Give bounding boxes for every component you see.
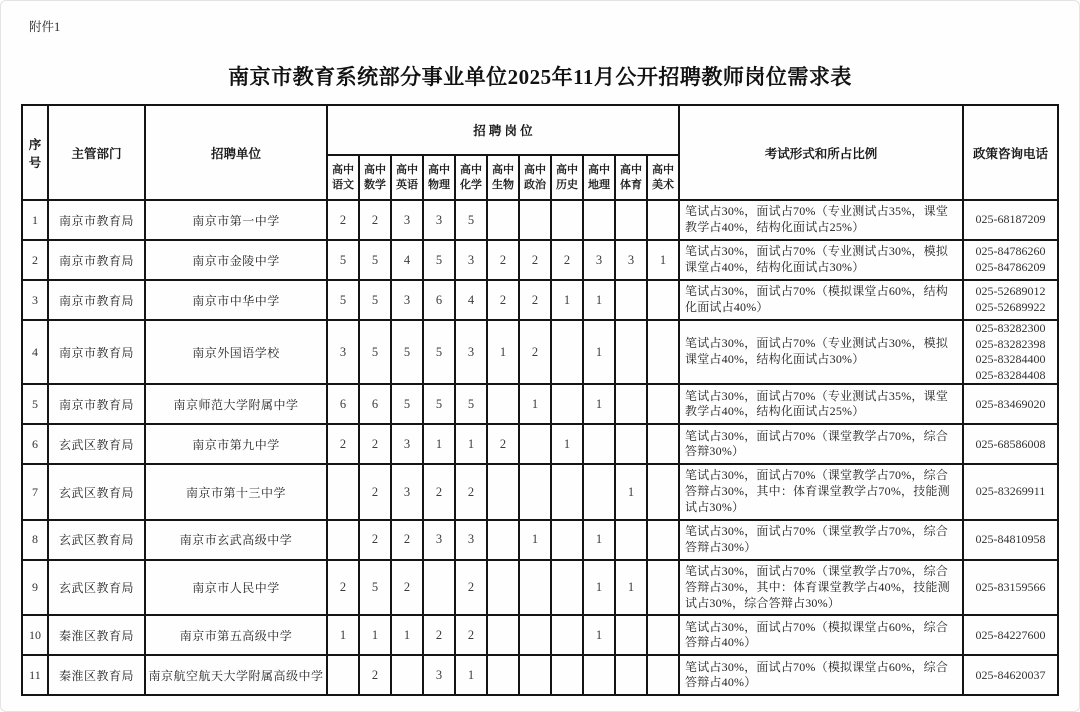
position-count: 6 <box>327 384 359 424</box>
subject-header: 高中物理 <box>423 155 455 200</box>
header-exam: 考试形式和所占比例 <box>679 105 963 200</box>
position-count: 2 <box>391 560 423 615</box>
position-count: 1 <box>487 320 519 384</box>
row-index: 8 <box>22 520 48 560</box>
position-count <box>551 615 583 655</box>
subject-header: 高中政治 <box>519 155 551 200</box>
exam-format: 笔试占30%，面试占70%（课堂教学占70%，综合答辩占30%，其中：体育课堂教学占70%，技能测试占30%） <box>679 464 963 519</box>
exam-format: 笔试占30%，面试占70%（模拟课堂占60%，结构化面试占40%） <box>679 280 963 320</box>
phone-number: 025-84620037 <box>975 667 1046 682</box>
table-row <box>22 520 1058 560</box>
position-count: 2 <box>455 464 487 519</box>
row-index: 4 <box>22 320 48 384</box>
subject-header: 高中化学 <box>455 155 487 200</box>
phone-cell <box>963 320 1058 384</box>
phone-number: 025-68187209 <box>975 212 1046 227</box>
table-row <box>22 240 1058 280</box>
position-count: 1 <box>551 424 583 464</box>
table-row <box>22 280 1058 320</box>
position-count: 1 <box>583 520 615 560</box>
row-department: 秦淮区教育局 <box>48 655 145 695</box>
position-count <box>647 655 679 695</box>
position-count <box>487 384 519 424</box>
position-count: 2 <box>487 424 519 464</box>
header-phone: 政策咨询电话 <box>963 105 1058 200</box>
position-count: 3 <box>423 655 455 695</box>
position-count: 2 <box>487 240 519 280</box>
subject-header: 高中生物 <box>487 155 519 200</box>
table-row <box>22 200 1058 240</box>
exam-format: 笔试占30%，面试占70%（专业测试占30%，模拟课堂占40%，结构化面试占30%） <box>679 320 963 384</box>
position-count: 2 <box>359 520 391 560</box>
exam-format: 笔试占30%，面试占70%（模拟课堂占60%，综合答辩占40%） <box>679 615 963 655</box>
position-count <box>519 560 551 615</box>
row-unit: 南京外国语学校 <box>145 320 327 384</box>
position-count: 5 <box>455 384 487 424</box>
position-count: 1 <box>455 424 487 464</box>
position-count <box>551 520 583 560</box>
position-count: 5 <box>359 240 391 280</box>
phone-number: 025-83282300 <box>975 321 1046 335</box>
position-count <box>551 200 583 240</box>
position-count: 1 <box>391 615 423 655</box>
position-count: 2 <box>327 560 359 615</box>
position-count <box>647 464 679 519</box>
phone-cell <box>963 520 1058 560</box>
position-count <box>583 424 615 464</box>
row-unit: 南京市第十三中学 <box>145 464 327 519</box>
position-count: 5 <box>359 560 391 615</box>
position-count: 4 <box>391 240 423 280</box>
position-count <box>583 655 615 695</box>
position-count: 1 <box>583 615 615 655</box>
position-count: 3 <box>391 464 423 519</box>
phone-cell <box>963 464 1058 519</box>
position-count: 2 <box>359 200 391 240</box>
phone-number: 025-83282398 <box>975 336 1046 351</box>
exam-format: 笔试占30%，面试占70%（专业测试占35%，课堂教学占40%，结构化面试占25%） <box>679 384 963 424</box>
phone-number: 025-68586008 <box>975 436 1046 451</box>
exam-format: 笔试占30%，面试占70%（专业测试占35%，课堂教学占40%，结构化面试占25%） <box>679 200 963 240</box>
position-count: 6 <box>423 280 455 320</box>
position-count: 2 <box>359 464 391 519</box>
position-count <box>647 200 679 240</box>
position-count: 2 <box>519 280 551 320</box>
position-count: 1 <box>423 424 455 464</box>
position-count: 5 <box>423 240 455 280</box>
position-count <box>647 320 679 384</box>
table-body <box>22 200 1058 695</box>
header-unit: 招聘单位 <box>145 105 327 200</box>
header-department: 主管部门 <box>48 105 145 200</box>
position-count <box>647 384 679 424</box>
table-row <box>22 384 1058 424</box>
position-count <box>615 280 647 320</box>
phone-number: 025-84227600 <box>975 627 1046 642</box>
exam-format: 笔试占30%，面试占70%（课堂教学占70%，综合答辩30%） <box>679 424 963 464</box>
position-count <box>519 615 551 655</box>
position-count <box>519 200 551 240</box>
position-count <box>551 655 583 695</box>
position-count: 1 <box>519 384 551 424</box>
row-unit: 南京师范大学附属中学 <box>145 384 327 424</box>
phone-number: 025-83159566 <box>975 579 1046 594</box>
row-index: 5 <box>22 384 48 424</box>
position-count: 5 <box>423 320 455 384</box>
recruitment-table <box>21 104 1059 696</box>
position-count: 2 <box>487 280 519 320</box>
row-unit: 南京市中华中学 <box>145 280 327 320</box>
position-count: 1 <box>583 280 615 320</box>
exam-format: 笔试占30%，面试占70%（专业测试占30%，模拟课堂占40%，结构化面试占30%） <box>679 240 963 280</box>
table-row <box>22 655 1058 695</box>
subject-header: 高中数学 <box>359 155 391 200</box>
phone-number: 025-84786209 <box>975 260 1046 274</box>
row-index: 7 <box>22 464 48 519</box>
position-count: 4 <box>455 280 487 320</box>
attachment-label: 附件1 <box>29 20 61 34</box>
position-count: 5 <box>327 280 359 320</box>
position-count: 1 <box>583 384 615 424</box>
header-index: 序号 <box>22 105 48 200</box>
row-unit: 南京市玄武高级中学 <box>145 520 327 560</box>
row-index: 1 <box>22 200 48 240</box>
row-department: 玄武区教育局 <box>48 560 145 615</box>
position-count: 1 <box>615 464 647 519</box>
row-department: 南京市教育局 <box>48 320 145 384</box>
position-count <box>487 655 519 695</box>
position-count: 1 <box>615 560 647 615</box>
phone-cell <box>963 615 1058 655</box>
table-row <box>22 320 1058 384</box>
header-positions-group: 招 聘 岗 位 <box>327 105 679 155</box>
position-count <box>647 280 679 320</box>
position-count: 5 <box>455 200 487 240</box>
row-unit: 南京市第一中学 <box>145 200 327 240</box>
row-department: 南京市教育局 <box>48 384 145 424</box>
position-count <box>615 320 647 384</box>
position-count: 3 <box>391 200 423 240</box>
page-title: 南京市教育系统部分事业单位2025年11月公开招聘教师岗位需求表 <box>228 65 852 89</box>
phone-cell <box>963 384 1058 424</box>
phone-cell <box>963 200 1058 240</box>
position-count: 3 <box>391 424 423 464</box>
position-count: 3 <box>391 280 423 320</box>
row-department: 南京市教育局 <box>48 240 145 280</box>
position-count <box>615 200 647 240</box>
position-count: 3 <box>423 200 455 240</box>
table-row <box>22 424 1058 464</box>
phone-cell <box>963 280 1058 320</box>
subject-header: 高中语文 <box>327 155 359 200</box>
position-count: 5 <box>359 320 391 384</box>
row-department: 秦淮区教育局 <box>48 615 145 655</box>
position-count <box>615 655 647 695</box>
position-count <box>647 615 679 655</box>
row-unit: 南京市人民中学 <box>145 560 327 615</box>
row-index: 10 <box>22 615 48 655</box>
position-count <box>327 655 359 695</box>
position-count: 5 <box>359 280 391 320</box>
phone-number: 025-83469020 <box>975 396 1046 411</box>
position-count: 5 <box>423 384 455 424</box>
position-count <box>647 520 679 560</box>
position-count <box>551 320 583 384</box>
row-unit: 南京市第九中学 <box>145 424 327 464</box>
position-count: 3 <box>583 240 615 280</box>
position-count <box>647 560 679 615</box>
position-count: 6 <box>359 384 391 424</box>
position-count <box>487 200 519 240</box>
position-count: 2 <box>519 320 551 384</box>
position-count: 5 <box>391 320 423 384</box>
position-count: 3 <box>615 240 647 280</box>
exam-format: 笔试占30%，面试占70%（课堂教学占70%，综合答辩占30%，其中：体育课堂教学占40%，技能测试占30%，综合答辩占30%） <box>679 560 963 615</box>
phone-cell <box>963 655 1058 695</box>
position-count: 1 <box>327 615 359 655</box>
position-count: 1 <box>551 280 583 320</box>
position-count: 5 <box>391 384 423 424</box>
position-count: 1 <box>519 520 551 560</box>
subject-header: 高中英语 <box>391 155 423 200</box>
header-row-top <box>22 105 1058 155</box>
position-count: 2 <box>551 240 583 280</box>
row-unit: 南京市金陵中学 <box>145 240 327 280</box>
row-index: 11 <box>22 655 48 695</box>
row-index: 9 <box>22 560 48 615</box>
row-unit: 南京市第五高级中学 <box>145 615 327 655</box>
row-department: 玄武区教育局 <box>48 464 145 519</box>
position-count <box>391 655 423 695</box>
position-count: 3 <box>455 520 487 560</box>
phone-number: 025-83284408 <box>975 367 1046 382</box>
position-count <box>519 464 551 519</box>
phone-number: 025-83269911 <box>975 484 1046 499</box>
position-count: 1 <box>583 560 615 615</box>
position-count <box>487 615 519 655</box>
position-count <box>647 424 679 464</box>
exam-format: 笔试占30%，面试占70%（模拟课堂占60%，综合答辩占40%） <box>679 655 963 695</box>
table-row <box>22 615 1058 655</box>
row-index: 2 <box>22 240 48 280</box>
position-count: 2 <box>359 655 391 695</box>
position-count: 1 <box>455 655 487 695</box>
row-index: 6 <box>22 424 48 464</box>
subject-header: 高中体育 <box>615 155 647 200</box>
phone-cell <box>963 424 1058 464</box>
position-count: 1 <box>583 320 615 384</box>
subject-header: 高中历史 <box>551 155 583 200</box>
phone-number: 025-84786260 <box>975 244 1046 259</box>
position-count: 3 <box>455 320 487 384</box>
position-count <box>519 655 551 695</box>
phone-number: 025-52689922 <box>975 300 1046 314</box>
row-department: 南京市教育局 <box>48 280 145 320</box>
table-row <box>22 464 1058 519</box>
subject-header: 高中美术 <box>647 155 679 200</box>
row-unit: 南京航空航天大学附属高级中学 <box>145 655 327 695</box>
position-count <box>327 520 359 560</box>
position-count <box>615 520 647 560</box>
position-count: 1 <box>359 615 391 655</box>
position-count <box>423 560 455 615</box>
position-count: 5 <box>327 240 359 280</box>
row-index: 3 <box>22 280 48 320</box>
position-count: 2 <box>423 464 455 519</box>
position-count: 3 <box>423 520 455 560</box>
position-count: 2 <box>327 424 359 464</box>
phone-number: 025-52689012 <box>975 284 1046 299</box>
position-count: 3 <box>455 240 487 280</box>
position-count: 2 <box>391 520 423 560</box>
table-row <box>22 560 1058 615</box>
position-count <box>615 615 647 655</box>
position-count: 3 <box>327 320 359 384</box>
row-department: 南京市教育局 <box>48 200 145 240</box>
exam-format: 笔试占30%，面试占70%（课堂教学占70%，综合答辩占30%） <box>679 520 963 560</box>
position-count: 2 <box>519 240 551 280</box>
position-count: 2 <box>455 615 487 655</box>
position-count <box>487 464 519 519</box>
position-count: 2 <box>327 200 359 240</box>
phone-number: 025-84810958 <box>975 532 1046 547</box>
position-count <box>583 464 615 519</box>
position-count <box>327 464 359 519</box>
position-count <box>551 464 583 519</box>
position-count: 2 <box>423 615 455 655</box>
position-count <box>615 384 647 424</box>
row-department: 玄武区教育局 <box>48 520 145 560</box>
phone-cell <box>963 560 1058 615</box>
position-count: 2 <box>359 424 391 464</box>
position-count <box>583 200 615 240</box>
phone-number: 025-83284400 <box>975 352 1046 367</box>
row-department: 玄武区教育局 <box>48 424 145 464</box>
position-count <box>551 560 583 615</box>
position-count: 2 <box>455 560 487 615</box>
phone-cell <box>963 240 1058 280</box>
position-count: 1 <box>647 240 679 280</box>
position-count <box>487 560 519 615</box>
subject-header: 高中地理 <box>583 155 615 200</box>
position-count <box>487 520 519 560</box>
position-count <box>615 424 647 464</box>
position-count <box>519 424 551 464</box>
position-count <box>551 384 583 424</box>
